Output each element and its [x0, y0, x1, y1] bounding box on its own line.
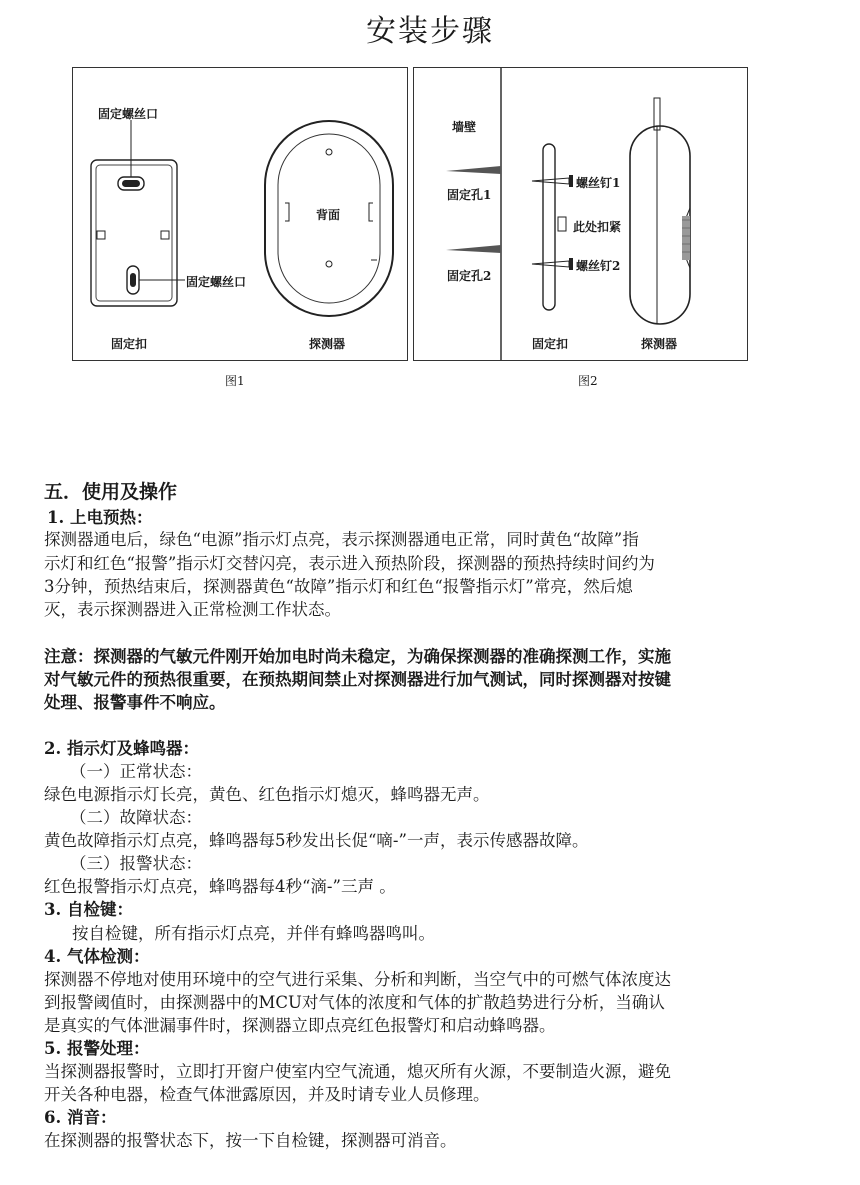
item3-text: 按自检键，所有指示灯点亮，并伴有蜂鸣器鸣叫。: [72, 924, 435, 943]
item5-line: 开关各种电器，检查气体泄露原因，并及时请专业人员修理。: [44, 1085, 490, 1104]
label-side-screw-hole: 固定螺丝口: [186, 275, 247, 289]
item2-title: 2. 指示灯及蜂鸣器：: [44, 739, 199, 758]
item5-line: 当探测器报警时，立即打开窗户使室内空气流通，熄灭所有火源，不要制造火源，避免: [44, 1062, 671, 1081]
item4-title: 4. 气体检测：: [44, 947, 150, 966]
item1-line: 3分钟，预热结束后，探测器黄色“故障”指示灯和红色“报警指示灯”常亮，然后熄: [44, 577, 633, 596]
label-clip: 此处扣紧: [573, 220, 622, 234]
note-line: 注意：探测器的气敏元件刚开始加电时尚未稳定，为确保探测器的准确探测工作，实施: [44, 647, 671, 666]
detector-side-drawing: [630, 98, 722, 324]
label-bracket: 固定扣: [532, 337, 569, 351]
bracket-side: [543, 144, 555, 310]
label-screw-2: 螺丝钉2: [576, 259, 621, 273]
item6-title: 6. 消音：: [44, 1108, 117, 1127]
screw-2: [532, 258, 573, 270]
label-fixing-hole-1: 固定孔1: [447, 188, 492, 202]
figure-1: [72, 67, 408, 361]
item1-line: 灭，表示探测器进入正常检测工作状态。: [44, 600, 341, 619]
label-screw-1: 螺丝钉1: [576, 176, 621, 190]
item1-line: 探测器通电后，绿色“电源”指示灯点亮，表示探测器通电正常，同时黄色“故障”指: [44, 530, 639, 549]
label-fixing-hole-2: 固定孔2: [447, 269, 492, 283]
item3-title: 3. 自检键：: [44, 900, 133, 919]
screw-1: [532, 175, 573, 187]
label-detector: 探测器: [309, 337, 346, 351]
label-back: 背面: [316, 208, 341, 222]
fixing-hole-1: [446, 166, 501, 174]
page-title: 安装步骤: [366, 14, 494, 49]
label-wall: 墙壁: [452, 120, 477, 134]
label-detector: 探测器: [641, 337, 678, 351]
item5-title: 5. 报警处理：: [44, 1039, 150, 1058]
item1-title: 1. 上电预热：: [47, 508, 153, 527]
note-line: 对气敏元件的预热很重要，在预热期间禁止对探测器进行加气测试，同时探测器对按键: [44, 670, 671, 689]
figure-1-caption: 图1: [225, 374, 245, 388]
item1-line: 示灯和红色“报警”指示灯交替闪亮，表示进入预热阶段，探测器的预热持续时间约为: [44, 554, 655, 573]
item2-alarm-title: （三）报警状态：: [70, 854, 202, 873]
item4-line: 是真实的气体泄漏事件时，探测器立即点亮红色报警灯和启动蜂鸣器。: [44, 1016, 556, 1035]
item2-normal-title: （一）正常状态：: [70, 762, 202, 781]
item6-text: 在探测器的报警状态下，按一下自检键，探测器可消音。: [44, 1131, 457, 1150]
figure-2: [413, 67, 748, 361]
item2-fault-title: （二）故障状态：: [70, 808, 202, 827]
clip-marker: [558, 217, 566, 231]
figure-2-caption: 图2: [578, 374, 598, 388]
item4-line: 到报警阈值时，由探测器中的MCU对气体的浓度和气体的扩散趋势进行分析，当确认: [44, 993, 665, 1012]
item2-normal-text: 绿色电源指示灯长亮，黄色、红色指示灯熄灭，蜂鸣器无声。: [44, 785, 490, 804]
label-top-screw-hole: 固定螺丝口: [98, 107, 159, 121]
fixing-hole-2: [446, 245, 501, 253]
item2-fault-text: 黄色故障指示灯点亮，蜂鸣器每5秒发出长促“嘀-”一声，表示传感器故障。: [44, 831, 589, 850]
label-bracket: 固定扣: [111, 337, 148, 351]
section-heading: 五．使用及操作: [44, 481, 178, 503]
figure-2-drawing: [414, 68, 747, 360]
item2-alarm-text: 红色报警指示灯点亮，蜂鸣器每4秒“滴-”三声 。: [44, 877, 396, 896]
note-line: 处理、报警事件不响应。: [44, 693, 226, 712]
item4-line: 探测器不停地对使用环境中的空气进行采集、分析和判断，当空气中的可燃气体浓度达: [44, 970, 671, 989]
bracket-drawing: [91, 120, 185, 306]
